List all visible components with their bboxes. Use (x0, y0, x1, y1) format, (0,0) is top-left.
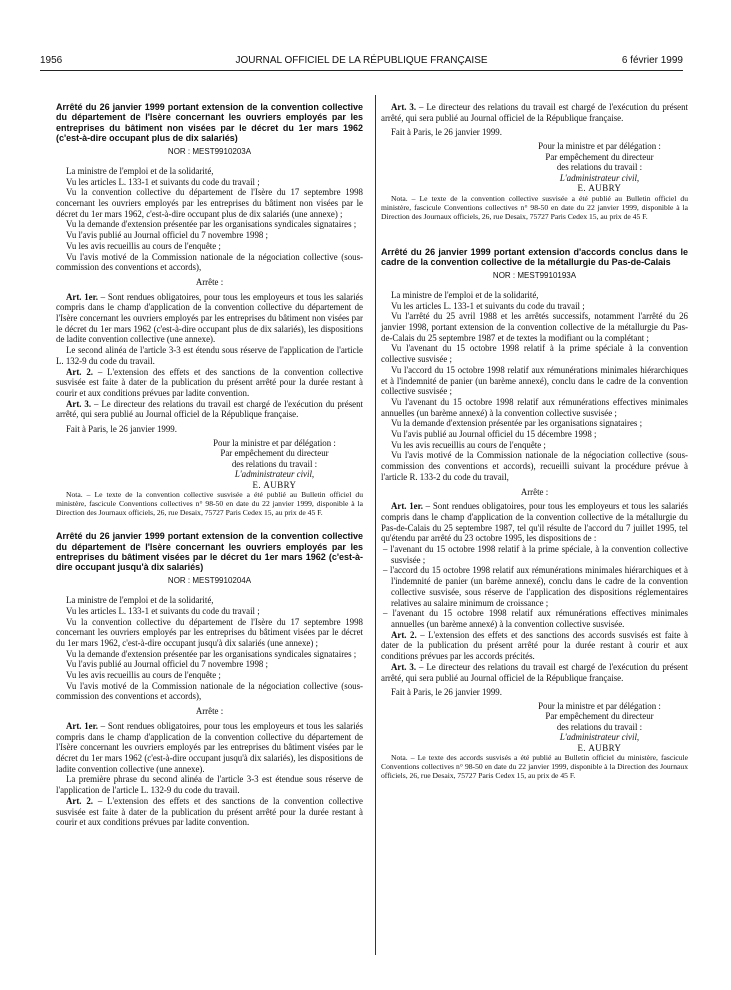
signatory-name: E. AUBRY (577, 183, 622, 194)
paragraph: La ministre de l'emploi et de la solidarité, (66, 595, 214, 606)
signature-line: L'administrateur civil, (559, 172, 640, 183)
paragraph: Le second alinéa de l'article 3-3 est étendu sous réserve de l'application de l'article L. 132-9 du code du travail. (56, 345, 363, 366)
list-item: – l'avenant du 15 octobre 1998 relatif à la prime spéciale, à la convention collective susvisée ; (383, 544, 688, 565)
paragraph: Vu les avis recueillis au cours de l'enquête ; (391, 439, 546, 450)
paragraph: La première phrase du second alinéa de l'article 3-3 est étendue sous réserve de l'application de l'article L. 132-9 du code du travail. (56, 774, 363, 796)
nor-reference: NOR : MEST9910204A (167, 576, 252, 586)
decree-title: Arrêté du 26 janvier 1999 portant extension d'accords conclus dans le cadre de la convention collective de la métallurgie du Pas-de-Calais (381, 246, 688, 267)
signature-line: des relations du travail : (556, 721, 643, 732)
paragraph: Vu les avis recueillis au cours de l'enquête ; (66, 240, 221, 251)
signatory-name: E. AUBRY (577, 742, 622, 753)
article-text: – L'extension des effets et des sanctions de la convention collective susvisée est faite à dater de la publication du présent arrêté pour la durée restant à courir et aux conditions prévues par ladite convention. (56, 795, 363, 828)
paragraph: Vu la convention collective du département de l'Isère du 17 septembre 1998 concernant les ouvriers employés par les entreprises du bâtiment non visées par le décret du 1er mars 1962, c'est-à-dire occupant plus de dix salariés (une annexe) ; (56, 187, 363, 219)
signing-place-date: Fait à Paris, le 26 janvier 1999. (391, 127, 502, 138)
paragraph: La ministre de l'emploi et de la solidarité, (391, 289, 539, 300)
article-label: Art. 1er. (66, 720, 98, 731)
article-label: Art. 2. (66, 795, 94, 806)
article-text: – Le directeur des relations du travail est chargé de l'exécution du présent arrêté, qui sera publié au Journal officiel de la République française. (381, 102, 688, 123)
paragraph: Vu l'avenant du 15 octobre 1998 relatif à la prime spéciale à la convention collective susvisée ; (381, 343, 688, 365)
right-column (381, 102, 688, 780)
paragraph: Vu l'accord du 15 octobre 1998 relatif aux rémunérations minimales hiérarchiques et à l'indemnité de panier (un barème annexé), conclu dans le cadre de la convention collective susvisée ; (381, 364, 688, 397)
article-text: – Sont rendues obligatoires, pour tous les employeurs et tous les salariés compris dans le champ d'application de la convention collective du département de l'Isère concernant les ouvriers employés par les entreprises du bâtiment non visées par le décret du 1er mars 1962 (c'est-à-dire occupant plus de dix salariés), les dispositions de ladite convention collective (une annexe). (56, 291, 363, 345)
signing-place-date: Fait à Paris, le 26 janvier 1999. (66, 424, 177, 435)
paragraph: Vu les articles L. 133-1 et suivants du code du travail ; (66, 176, 260, 187)
page-number: 1956 (40, 55, 63, 66)
nota: Nota. – Le texte des accords susvisés a été publié au Bulletin officiel du ministère, fascicule Conventions collectives n° 98-50 en date du 22 janvier 1999, disponible à la Direction des Journaux officiels, 26, rue Desaix, 75727 Paris Cedex 15, au prix de 45 F. (381, 753, 688, 781)
article (56, 399, 363, 420)
paragraph: Vu les articles L. 133-1 et suivants du code du travail ; (66, 605, 260, 616)
paragraph: Vu la demande d'extension présentée par les organisations signataires ; (391, 418, 643, 429)
signature-line: Par empêchement du directeur (545, 151, 654, 162)
signature-line: Pour la ministre et par délégation : (538, 141, 661, 152)
paragraph: Vu l'avis motivé de la Commission nationale de la négociation collective (sous-commission des conventions et accords), (56, 251, 363, 273)
article-text: – L'extension des effets et des sanctions des accords susvisés est faite à dater de la publication du présent arrêté pour la durée restant à courir et aux conditions prévues par les accords précités. (381, 629, 688, 662)
paragraph: Vu les articles L. 133-1 et suivants du code du travail ; (391, 300, 585, 311)
article-label: Art. 2. (391, 629, 417, 640)
article (381, 630, 688, 662)
arrete-heading: Arrête : (520, 486, 549, 497)
article (56, 796, 363, 828)
paragraph: Vu l'avis motivé de la Commission nationale de la négociation collective (sous-commission des conventions et accords), (56, 680, 363, 702)
signing-place-date: Fait à Paris, le 26 janvier 1999. (391, 687, 502, 698)
signature-line: Par empêchement du directeur (220, 448, 329, 459)
arrete-heading: Arrête : (195, 706, 224, 717)
paragraph: Vu les avis recueillis au cours de l'enquête ; (66, 670, 221, 681)
article (381, 501, 688, 544)
signature-line: L'administrateur civil, (234, 469, 315, 480)
nor-reference: NOR : MEST9910193A (492, 271, 577, 281)
arrete-heading: Arrête : (195, 276, 224, 287)
paragraph: Vu la demande d'extension présentée par les organisations syndicales signataires ; (66, 648, 357, 659)
signature-block (511, 701, 688, 754)
article-label: Art. 3. (391, 102, 417, 112)
nota: Nota. – Le texte de la convention collective susvisée a été publié au Bulletin officiel du ministère, fascicule Conventions collectives n° 98-50 en date du 22 janvier 1999, disponible à la Direction des Journaux officiels, 26, rue Desaix, 75727 Paris Cedex 15, au prix de 45 F. (381, 193, 688, 221)
nor-reference: NOR : MESТ9910203A (167, 147, 252, 157)
article-label: Art. 3. (66, 398, 92, 409)
signature-line: Pour la ministre et par délégation : (213, 437, 336, 448)
paragraph: Vu l'avenant du 15 octobre 1998 relatif aux rémunérations effectives minimales annuelles (un barème annexé) à la convention collective susvisée ; (381, 396, 688, 418)
paragraph: Vu la demande d'extension présentée par les organisations syndicales signataires ; (66, 219, 357, 230)
signatory-name: E. AUBRY (252, 479, 297, 490)
paragraph: Vu l'avis publié au Journal officiel du 7 novembre 1998 ; (66, 659, 269, 670)
decree-title: Arrêté du 26 janvier 1999 portant extension de la convention collective du département de l'Isère concernant les ouvriers employés par les entreprises du bâtiment visées par le décret du 1er mars 1962 (c'est-à-dire occupant jusqu'à dix salariés) (56, 531, 363, 573)
article-text: – Sont rendues obligatoires, pour tous les employeurs et tous les salariés compris dans le champ d'application de la convention collective de la métallurgie du Pas-de-Calais du 25 septembre 1987, tel qu'il résulte de l'accord du 7 juillet 1995, tel qu'étendu par arrêté du 23 octobre 1995, les dispositions de : (381, 501, 688, 544)
decree-title: Arrêté du 26 janvier 1999 portant extension de la convention collective du département de l'Isère concernant les ouvriers employés par les entreprises du bâtiment non visées par le décret du 1er mars 1962 (c'est-à-dire occupant plus de dix salariés) (56, 102, 363, 143)
article-text: – Sont rendues obligatoires, pour tous les employeurs et tous les salariés compris dans le champ d'application de la convention collective du département de l'Isère concernant les ouvriers employés par les entreprises du bâtiment visées par le décret du 1er mars 1962 (c'est-à-dire occupant jusqu'à dix salariés), les dispositions de ladite convention collective (une annexe). (56, 720, 363, 774)
signature-line: Pour la ministre et par délégation : (538, 700, 661, 711)
provisions-list (381, 544, 688, 630)
signature-line: L'administrateur civil, (559, 732, 640, 743)
article-label: Art. 1er. (391, 501, 423, 512)
signature-block (186, 438, 363, 491)
article (56, 721, 363, 775)
article (381, 662, 688, 683)
article-text: – Le directeur des relations du travail est chargé de l'exécution du présent arrêté, qui sera publié au Journal officiel de la République française. (381, 661, 688, 683)
article-label: Art. 3. (391, 661, 417, 672)
paragraph: La ministre de l'emploi et de la solidarité, (66, 165, 214, 176)
signature-line: Par empêchement du directeur (545, 711, 654, 722)
signature-block (511, 141, 688, 194)
signature-line: des relations du travail : (556, 162, 643, 173)
paragraph: Vu l'avis motivé de la Commission nationale de la négociation collective (sous-commission des conventions et accords), recueilli suivant la procédure prévue à l'article R. 133-2 du code du travail, (381, 450, 688, 482)
nota: Nota. – Le texte de la convention collective susvisée a été publié au Bulletin officiel du ministère, fascicule Conventions collectives n° 98-50 en date du 22 janvier 1999, disponible à la Direction des Journaux officiels, 26, rue Desaix, 75727 Paris Cedex 15, au prix de 45 F. (56, 490, 363, 518)
article-text: – L'extension des effets et des sanctions de la convention collective susvisée est faite à dater de la publication du présent arrêté pour la durée restant à courir et aux conditions prévues par ladite convention. (56, 366, 363, 398)
left-column (56, 102, 363, 828)
issue-date: 6 février 1999 (621, 55, 683, 66)
journal-title: JOURNAL OFFICIEL DE LA RÉPUBLIQUE FRANÇAISE (235, 55, 488, 66)
article-text: – Le directeur des relations du travail est chargé de l'exécution du présent arrêté, qui sera publié au Journal officiel de la République française. (56, 398, 363, 420)
signature-line: des relations du travail : (231, 458, 318, 469)
paragraph: Vu l'avis publié au Journal officiel du 7 novembre 1998 ; (66, 230, 269, 241)
paragraph: Vu l'avis publié au Journal officiel du 15 décembre 1998 ; (391, 429, 597, 440)
article-label: Art. 1er. (66, 291, 98, 302)
column-divider (375, 95, 376, 955)
paragraph: Vu l'arrêté du 25 avril 1988 et les arrêtés successifs, notamment l'arrêté du 26 janvier 1998, portant extension de la convention collective de la métallurgie du Pas-de-Calais du 25 septembre 1987 et de textes la modifiant ou la complétant ; (381, 311, 688, 343)
page-header (40, 55, 683, 69)
article (56, 367, 363, 399)
list-item: – l'accord du 15 octobre 1998 relatif aux rémunérations minimales hiérarchiques et à l'indemnité de panier (un barème annexé), conclu dans le cadre de la convention collective susvisée, sous réserve de l'application des dispositions réglementaires relatives au salaire minimum de croissance ; (383, 565, 688, 608)
paragraph: Vu la convention collective du département de l'Isère du 17 septembre 1998 concernant les ouvriers employés par les entreprises du bâtiment visées par le décret du 1er mars 1962, c'est-à-dire occupant jusqu'à dix salariés (une annexe) ; (56, 616, 363, 648)
list-item: – l'avenant du 15 octobre 1998 relatif aux rémunérations effectives minimales annuelles (un barème annexé) à la convention collective susvisée. (383, 608, 688, 629)
header-rule (40, 70, 683, 71)
article (381, 102, 688, 123)
article (56, 292, 363, 346)
article-label: Art. 2. (66, 366, 94, 377)
